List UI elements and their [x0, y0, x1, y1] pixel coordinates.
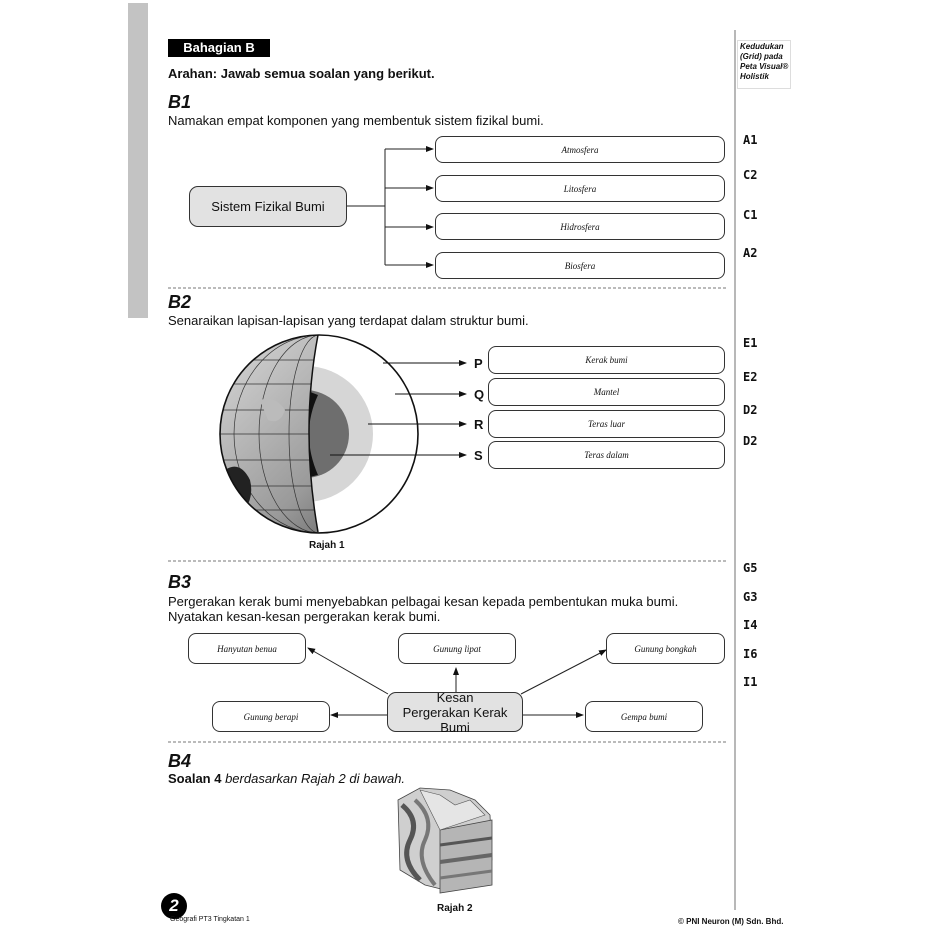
b2-question: Senaraikan lapisan-lapisan yang terdapat dalam struktur bumi.: [168, 313, 529, 328]
copyright: © PNI Neuron (M) Sdn. Bhd.: [678, 917, 784, 926]
b3-heading: B3: [168, 572, 192, 592]
grid-code: E1: [743, 336, 758, 350]
book-title: Geografi PT3 Tingkatan 1: [170, 916, 250, 923]
grid-code: G5: [743, 561, 758, 575]
b2-answer-box[interactable]: Teras dalam: [488, 441, 725, 469]
layer-letter: R: [474, 417, 484, 432]
grid-note-line: (Grid) pada: [740, 52, 783, 61]
b2-answer-box[interactable]: Kerak bumi: [488, 346, 725, 374]
b4-question-bold: Soalan 4: [168, 771, 222, 786]
layer-letter: P: [474, 356, 483, 371]
rajah-2-caption: Rajah 2: [437, 903, 473, 914]
b2-heading: B2: [168, 292, 192, 312]
b3-question-line2: Nyatakan kesan-kesan pergerakan kerak bumi.: [168, 609, 441, 624]
grid-code: G3: [743, 590, 758, 604]
layer-letter: S: [474, 448, 483, 463]
b3-center-box: Kesan Pergerakan Kerak Bumi: [387, 692, 523, 732]
grid-code: E2: [743, 370, 758, 384]
grid-code: D2: [743, 403, 758, 417]
grid-note: [737, 40, 791, 89]
grid-note-line: Kedudukan: [740, 42, 784, 51]
grid-code: D2: [743, 434, 758, 448]
grid-note-line: Peta Visual®: [740, 62, 789, 71]
b2-answer-box[interactable]: Teras luar: [488, 410, 725, 438]
grid-column-divider: [734, 30, 736, 910]
b4-question: [168, 771, 405, 786]
b1-heading: B1: [168, 92, 192, 112]
grid-code: I1: [743, 675, 758, 689]
grid-code: A1: [743, 133, 758, 147]
layer-letter: Q: [474, 387, 485, 402]
b1-answer-box[interactable]: Biosfera: [435, 252, 725, 279]
b3-answer-box[interactable]: Gempa bumi: [585, 701, 703, 732]
grid-code: C1: [743, 208, 758, 222]
b3-answer-box[interactable]: Hanyutan benua: [188, 633, 306, 664]
page-number-badge: 2: [161, 893, 187, 919]
b1-answer-box[interactable]: Litosfera: [435, 175, 725, 202]
b1-question: Namakan empat komponen yang membentuk sistem fizikal bumi.: [168, 113, 544, 128]
b4-question-rest: berdasarkan Rajah 2 di bawah.: [221, 771, 406, 786]
margin-bar: [128, 3, 148, 318]
section-tag: Bahagian B: [168, 39, 270, 57]
b4-heading: B4: [168, 751, 192, 771]
b1-answer-box[interactable]: Atmosfera: [435, 136, 725, 163]
rajah-1-caption: Rajah 1: [309, 540, 345, 551]
b3-answer-box[interactable]: Gunung bongkah: [606, 633, 725, 664]
grid-code: I6: [743, 647, 758, 661]
b1-answer-box[interactable]: Hidrosfera: [435, 213, 725, 240]
fold-mountain-illustration: [398, 788, 492, 893]
b3-question-line1: Pergerakan kerak bumi menyebabkan pelbagai kesan kepada pembentukan muka bumi.: [168, 594, 679, 609]
grid-code: C2: [743, 168, 758, 182]
b1-center-box: Sistem Fizikal Bumi: [189, 186, 347, 227]
grid-code: A2: [743, 246, 758, 260]
earth-structure-illustration: [220, 335, 466, 533]
grid-note-line: Holistik: [740, 72, 769, 81]
b1-connectors: [347, 149, 433, 265]
b2-answer-box[interactable]: Mantel: [488, 378, 725, 406]
b3-answer-box[interactable]: Gunung berapi: [212, 701, 330, 732]
grid-code: I4: [743, 618, 758, 632]
b3-answer-box[interactable]: Gunung lipat: [398, 633, 516, 664]
instruction: Arahan: Jawab semua soalan yang berikut.: [168, 66, 435, 81]
